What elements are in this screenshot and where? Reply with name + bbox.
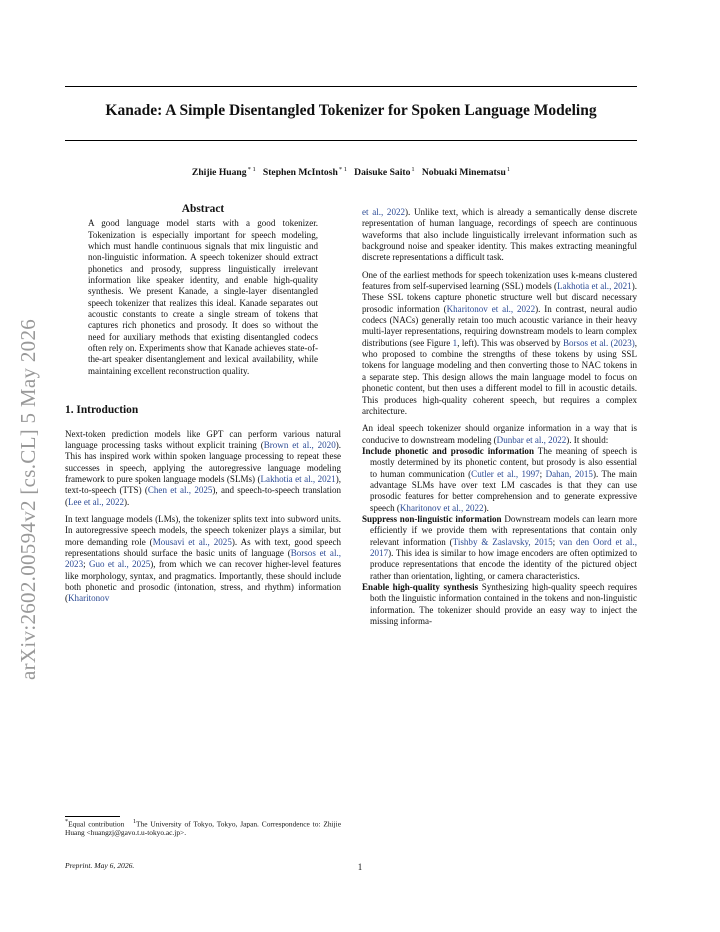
citation-link[interactable]: et al., 2022: [362, 207, 406, 217]
author-mark: * 1: [338, 166, 347, 173]
author-mark: 1: [506, 166, 511, 173]
figure-link[interactable]: 1: [452, 337, 458, 348]
title-bottom-rule: [65, 140, 637, 141]
citation-link[interactable]: Kharitonov et al., 2022: [399, 502, 484, 513]
requirement-item: Include phonetic and prosodic information The meaning of speech is mostly determined by its phonetic content, but prosody is also essential to human communication (Cutler et al., 1997; Dahan, 2015). The main advantage SLMs have over text LM cascades is that they can use prosodic features for better comprehension and to generate expressive speech (Kharitonov et al., 2022).: [362, 445, 638, 513]
footnote: *Equal contribution $^1$The University of Tokyo, Tokyo, Japan. Correspondence to: Zhijie Huang <huangzj@gavo.t.u-tokyo.ac.jp>.: [65, 819, 342, 838]
author: Daisuke Saito: [354, 167, 411, 179]
page-number: 1: [357, 862, 363, 872]
author-mark: * 1: [247, 166, 256, 173]
citation-link[interactable]: Lee et al., 2022: [68, 496, 125, 507]
abstract-text: A good language model starts with a good tokenizer. Tokenization is especially important for speech modeling, which must handle continuous signals that mix linguistic and non-linguistic information. A speech tokenizer should extract phonetics and prosody, suppress linguistically irrelevant information like speaker identity, and enable high-quality synthesis. We present Kanade, a single-layer disentangled speech tokenizer that realizes this ideal. Kanade separates out acoustic constants to create a single stream of tokens that captures rich phonetics and prosody. It does so without the need for auxiliary methods that existing disentangled codecs often rely on. Experiments show that Kanade achieves state-of-the-art speaker disentanglement and lexical availability, while maintaining excellent reconstruction quality.: [88, 218, 318, 376]
citation-link[interactable]: Borsos et al., 2023: [65, 547, 341, 570]
citation-link[interactable]: van den Oord et al., 2017: [370, 536, 637, 558]
citation-link[interactable]: Cutler et al., 1997: [471, 468, 540, 479]
footnote-rule: [65, 816, 120, 817]
author: Zhijie Huang: [191, 167, 247, 179]
citation-link[interactable]: Dahan, 2015: [545, 468, 593, 479]
preprint-note: Preprint. May 6, 2026.: [65, 861, 135, 870]
author: Stephen McIntosh: [262, 167, 338, 179]
requirement-item: Suppress non-linguistic information Downstream models can learn more efficiently if we provide them with representations that contain only relevant information (Tishby & Zaslavsky, 2015; van den Oord et al., 2017). This idea is similar to how image encoders are often optimized to produce representations that encode the identity of the pictured object rather than orientation, lighting, or camera characteristics.: [362, 513, 637, 581]
citation-link[interactable]: Brown et al., 2020: [263, 439, 336, 450]
citation-link[interactable]: Tishby & Zaslavsky, 2015: [452, 536, 553, 547]
left-column: [65, 204, 341, 611]
author-list: [65, 166, 637, 178]
paper-title: Kanade: A Simple Disentangled Tokenizer for Spoken Language Modeling: [105, 102, 597, 119]
citation-link[interactable]: Mousavi et al., 2025: [152, 536, 232, 547]
citation-link[interactable]: Lakhotia et al., 2021: [557, 281, 632, 292]
section-heading: 1. Introduction: [65, 404, 139, 417]
citation-link[interactable]: Kharitonov et al., 2022: [446, 303, 536, 314]
citation-link[interactable]: Borsos et al. (2023): [562, 337, 635, 348]
citation-link[interactable]: Chen et al., 2025: [147, 485, 213, 496]
author: Nobuaki Minematsu: [421, 167, 506, 179]
requirement-item: Enable high-quality synthesis Synthesizing high-quality speech requires both the linguistic information contained in the tokens and non-linguistic information. The tokenizer should provide an easy way to inject the missing informa-: [362, 582, 638, 627]
citation-link[interactable]: Dunbar et al., 2022: [496, 434, 567, 445]
right-paragraph-3: An ideal speech tokenizer should organize information in a way that is conducive to downstream modeling (Dunbar et al., 2022). It should:: [362, 423, 637, 445]
right-paragraph-2: One of the earliest methods for speech tokenization uses k-means clustered features from self-supervised learning (SSL) models (Lakhotia et al., 2021). These SSL tokens capture phonetic structure well but discard necessary prosodic information (Kharitonov et al., 2022). In contrast, neural audio codecs (NACs) generally retain too much acoustic variance in their heavy multi-layer representations, requiring downstream models to learn complex distributions (see Figure 1, left). This was observed by Borsos et al. (2023), who proposed to combine the strengths of these tokens by using SSL tokens for language modeling and then converting those to NAC tokens in a separate step. This design allows the main language model to focus on phonetic content, but then uses a different model to fill in acoustic details. This produces high-quality coherent speech, but requires a complex architecture.: [362, 269, 638, 416]
citation-link[interactable]: Guo et al., 2025: [88, 559, 151, 570]
intro-paragraph-2: In text language models (LMs), the tokenizer splits text into subword units. In autoregressive speech models, the speech tokenizer plays a similar, but more demanding role (Mousavi et al., 2025). As with text, good speech representations should surface the basic units of language (Borsos et al., 2023; Guo et al., 2025), from which we can recover higher-level features like morphology, syntax, and pragmatics. Importantly, these should include both phonetic and prosodic (intonation, stress, and rhythm) information (Kharitonov: [65, 513, 342, 604]
intro-paragraph-1: Next-token prediction models like GPT can perform various natural language processing tasks without explicit training (Brown et al., 2020). This has inspired work within spoken language processing to repeat these successes in speech, applying the autoregressive language modeling framework to pure spoken language models (SLMs) (Lakhotia et al., 2021), text-to-speech (TTS) (Chen et al., 2025), and speech-to-speech translation (Lee et al., 2022).: [65, 428, 341, 507]
author-mark: 1: [411, 166, 415, 173]
abstract-heading: Abstract: [181, 203, 225, 215]
citation-link[interactable]: Lakhotia et al., 2021: [260, 473, 336, 484]
citation-link[interactable]: Kharitonov: [68, 593, 110, 604]
title-top-rule: [65, 86, 637, 87]
right-column: [362, 207, 637, 627]
arxiv-stamp: arXiv:2602.00594v2 [cs.CL] 5 May 2026: [16, 318, 40, 680]
right-paragraph-1: et al., 2022). Unlike text, which is already a semantically dense discrete representation of human language, recordings of speech are continuous waveforms that also include linguistically irrelevant information such as background noise and speaker identity. This makes extracting meaningful discrete representations a difficult task.: [362, 207, 637, 263]
